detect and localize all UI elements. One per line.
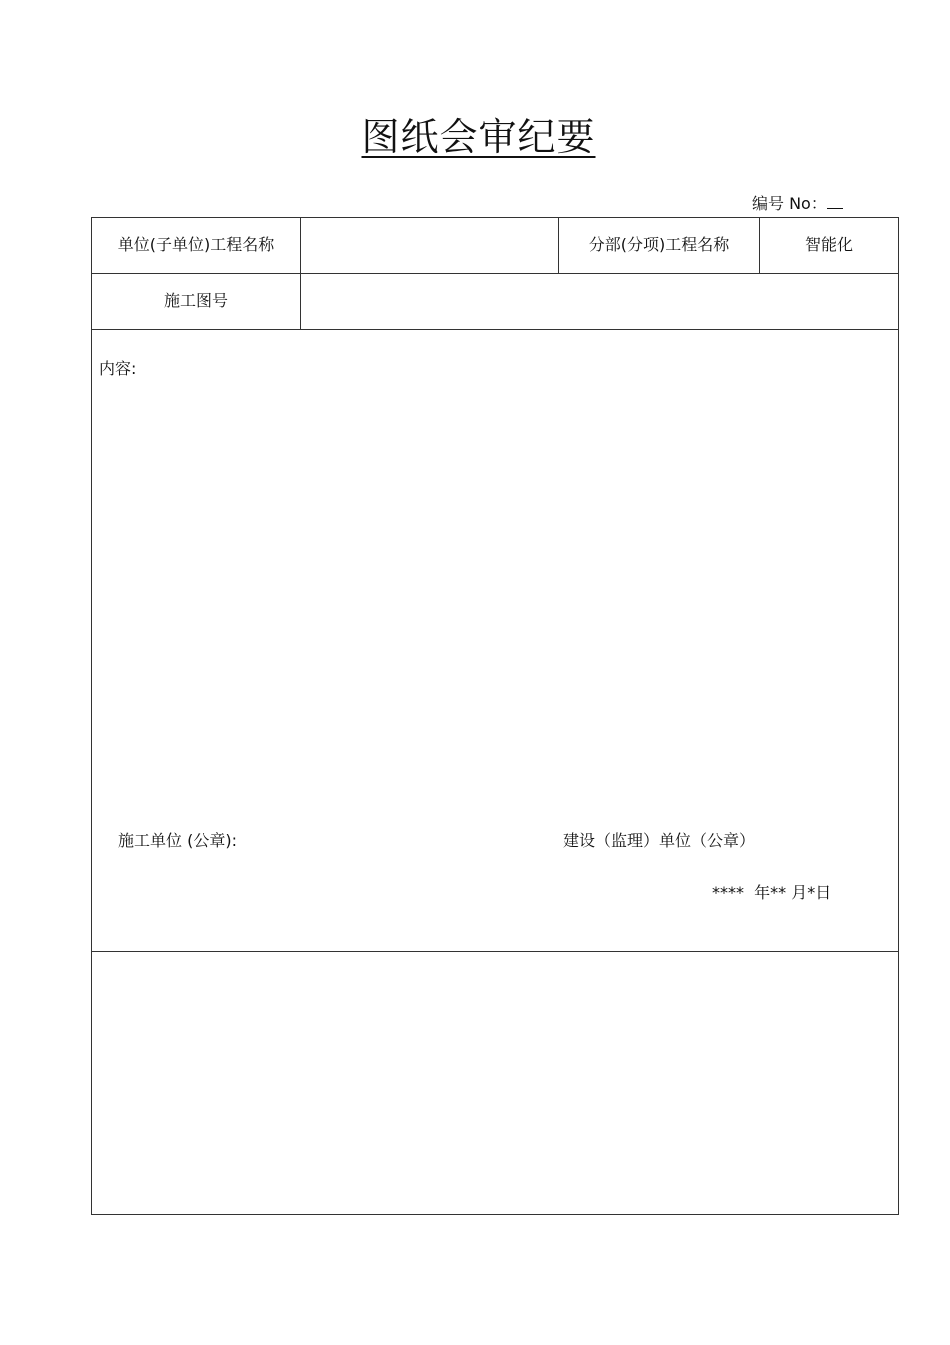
content-label: 内容: — [99, 359, 137, 378]
sub-project-name-value: 智能化 — [804, 235, 853, 254]
row-divider-content — [91, 951, 899, 952]
review-form-table — [91, 217, 899, 1215]
sub-project-name-label: 分部(分项)工程名称 — [588, 235, 730, 254]
owner-supervisor-seal-label: 建设（监理）单位（公章） — [563, 831, 756, 850]
row-divider-header — [91, 273, 899, 274]
document-number-blank — [827, 194, 843, 209]
construction-unit-seal-label: 施工单位 (公章): — [118, 831, 237, 850]
document-title — [0, 112, 950, 162]
document-title-text: 图纸会审纪要 — [361, 115, 596, 159]
unit-project-name-label: 单位(子单位)工程名称 — [117, 235, 275, 254]
document-number-label: 编号 No： — [752, 194, 827, 213]
drawing-number-label: 施工图号 — [163, 291, 228, 310]
row-divider-drawing — [91, 329, 899, 330]
signature-date: **** 年** 月*日 — [712, 883, 832, 902]
document-number — [752, 193, 843, 215]
column-divider-label — [300, 217, 301, 330]
